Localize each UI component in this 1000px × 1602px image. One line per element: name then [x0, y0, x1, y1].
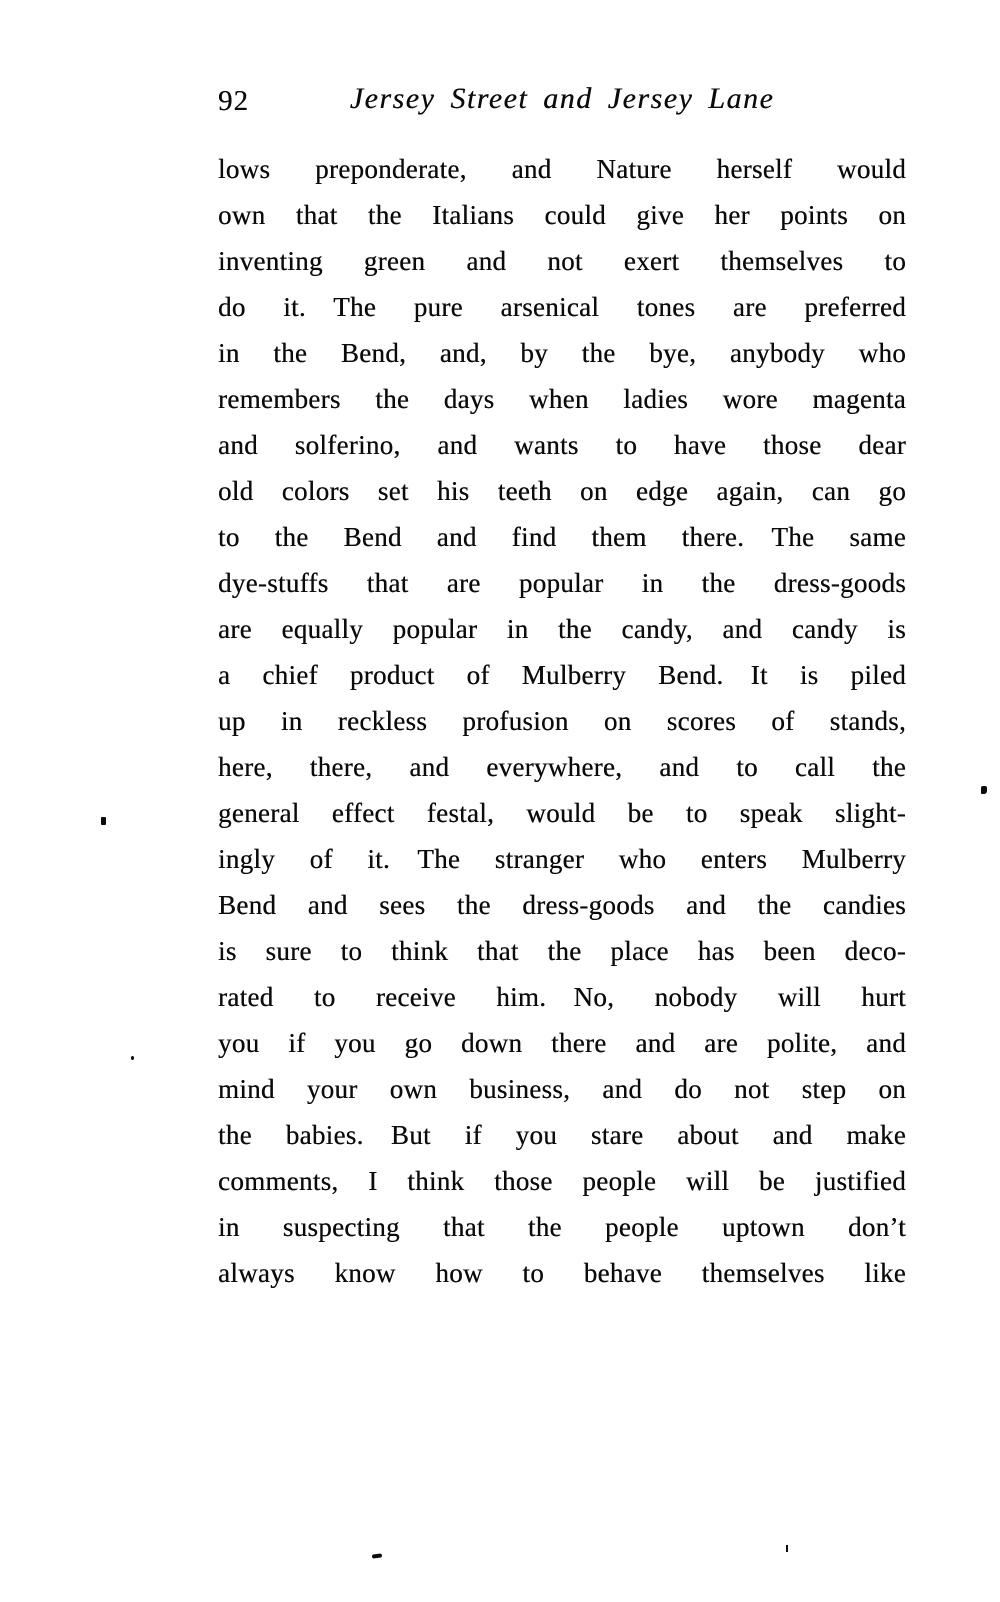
text-line: inventing green and not exert themselves to	[218, 246, 906, 276]
scan-speck	[786, 1545, 788, 1552]
text-line: are equally popular in the candy, and candy is	[218, 614, 906, 644]
text-line: here, there, and everywhere, and to call the	[218, 752, 906, 782]
running-title: Jersey Street and Jersey Lane	[349, 82, 775, 115]
text-line: in suspecting that the people uptown don’t	[218, 1212, 906, 1242]
text-line: Bend and sees the dress-goods and the candies	[218, 890, 906, 920]
scan-speck	[131, 1056, 134, 1060]
text-line: and solferino, and wants to have those dear	[218, 430, 906, 460]
text-line: do it. The pure arsenical tones are preferred	[218, 292, 906, 322]
text-line: lows preponderate, and Nature herself would	[218, 154, 906, 184]
text-line: dye-stuffs that are popular in the dress-goods	[218, 568, 906, 598]
text-line: is sure to think that the place has been deco-	[218, 936, 906, 966]
text-line: always know how to behave themselves like	[218, 1258, 906, 1288]
body-text	[218, 146, 906, 1296]
text-line: up in reckless profusion on scores of stands,	[218, 706, 906, 736]
page-header	[218, 82, 906, 122]
page-number: 92	[218, 85, 249, 117]
text-line: old colors set his teeth on edge again, can go	[218, 476, 906, 506]
text-line: comments, I think those people will be justified	[218, 1166, 906, 1196]
text-line: mind your own business, and do not step on	[218, 1074, 906, 1104]
text-line: general effect festal, would be to speak slight-	[218, 798, 906, 828]
scan-speck	[372, 1553, 382, 1558]
text-line: own that the Italians could give her points on	[218, 200, 906, 230]
text-line: rated to receive him. No, nobody will hurt	[218, 982, 906, 1012]
text-line: remembers the days when ladies wore magenta	[218, 384, 906, 414]
text-line: in the Bend, and, by the bye, anybody who	[218, 338, 906, 368]
scan-speck	[101, 817, 106, 825]
text-line: a chief product of Mulberry Bend. It is piled	[218, 660, 906, 690]
text-line: the babies. But if you stare about and make	[218, 1120, 906, 1150]
scan-speck	[981, 786, 987, 794]
text-line: to the Bend and find them there. The same	[218, 522, 906, 552]
text-line: ingly of it. The stranger who enters Mulberry	[218, 844, 906, 874]
text-line: you if you go down there and are polite, and	[218, 1028, 906, 1058]
